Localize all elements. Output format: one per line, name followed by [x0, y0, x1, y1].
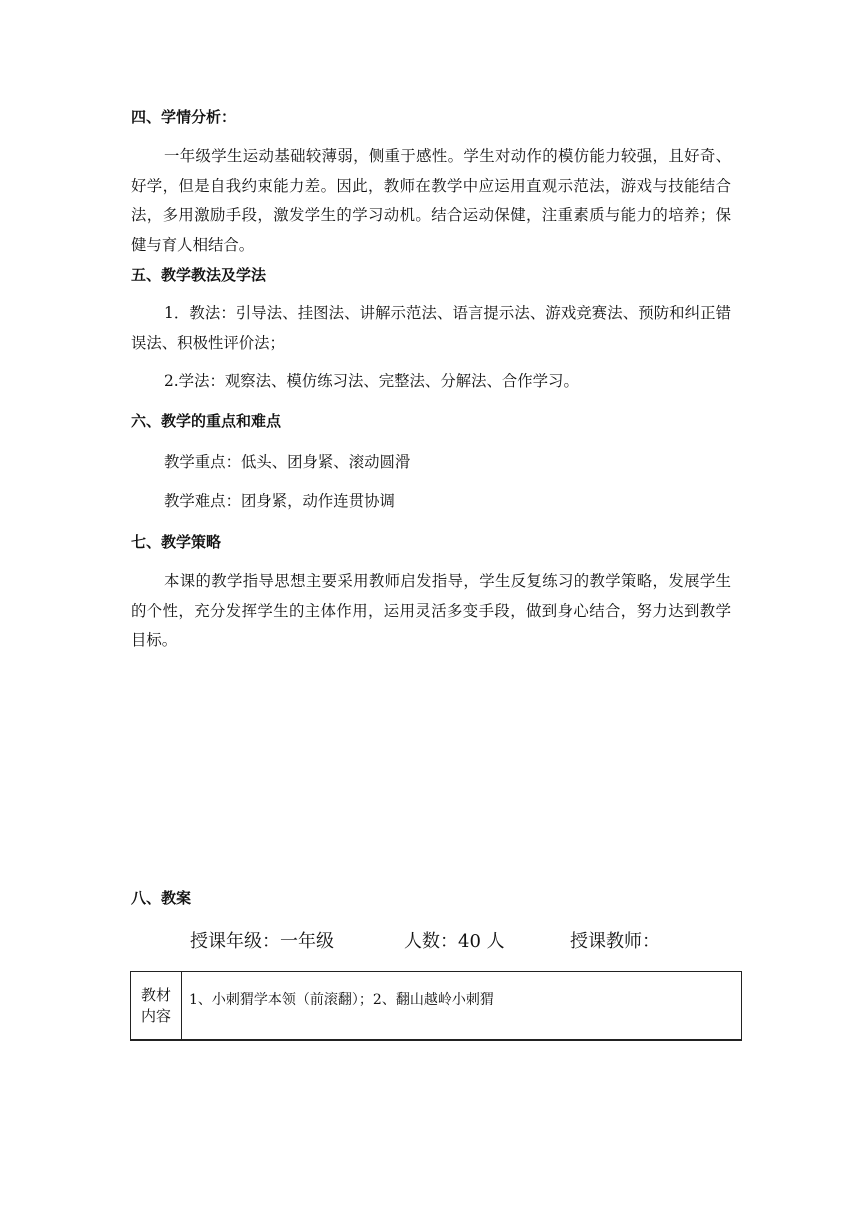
table-label-cell: [131, 972, 182, 1041]
grade-label: 授课年级：一年级: [190, 931, 334, 952]
section-heading-strategy: 七、教学策略: [131, 533, 222, 551]
teaching-methods-item-2: 2.学法：观察法、模仿练习法、完整法、分解法、合作学习。: [164, 372, 579, 390]
label-line-1: 教材: [140, 985, 171, 1004]
section-heading-learning-analysis: 四、学情分析：: [131, 108, 237, 126]
strategy-paragraph: 本课的教学指导思想主要采用教师启发指导，学生反复练习的教学策略，发展学生的个性，充分发挥学生的主体作用，运用灵活多变手段，做到身心结合，努力达到教学目标。: [131, 572, 731, 649]
table-content-cell: 1、小刺猬学本领（前滚翻）；2、翻山越岭小刺猬: [182, 972, 742, 1041]
section-heading-teaching-methods: 五、教学教法及学法: [131, 266, 267, 284]
label-line-2: 内容: [140, 1006, 171, 1025]
lesson-content-table: [130, 971, 742, 1041]
section-heading-lesson-plan: 八、教案: [131, 889, 192, 907]
difficult-point-line: 教学难点：团身紧，动作连贯协调: [164, 492, 395, 510]
teacher-label: 授课教师：: [570, 931, 660, 952]
student-count-label: 人数：40 人: [404, 931, 505, 952]
table-row: [131, 972, 742, 1041]
teaching-methods-item-1: 1．教法：引导法、挂图法、讲解示范法、语言提示法、游戏竞赛法、预防和纠正错误法、积极性评价法；: [131, 304, 731, 352]
key-point-line: 教学重点：低头、团身紧、滚动圆滑: [164, 453, 411, 471]
learning-analysis-paragraph: 一年级学生运动基础较薄弱，侧重于感性。学生对动作的模仿能力较强，且好奇、好学，但是自我约束能力差。因此，教师在教学中应运用直观示范法，游戏与技能结合法，多用激励手段，激发学生的学习动机。结合运动保健，注重素质与能力的培养；保健与育人相结合。: [131, 147, 731, 254]
section-heading-key-points: 六、教学的重点和难点: [131, 412, 282, 430]
